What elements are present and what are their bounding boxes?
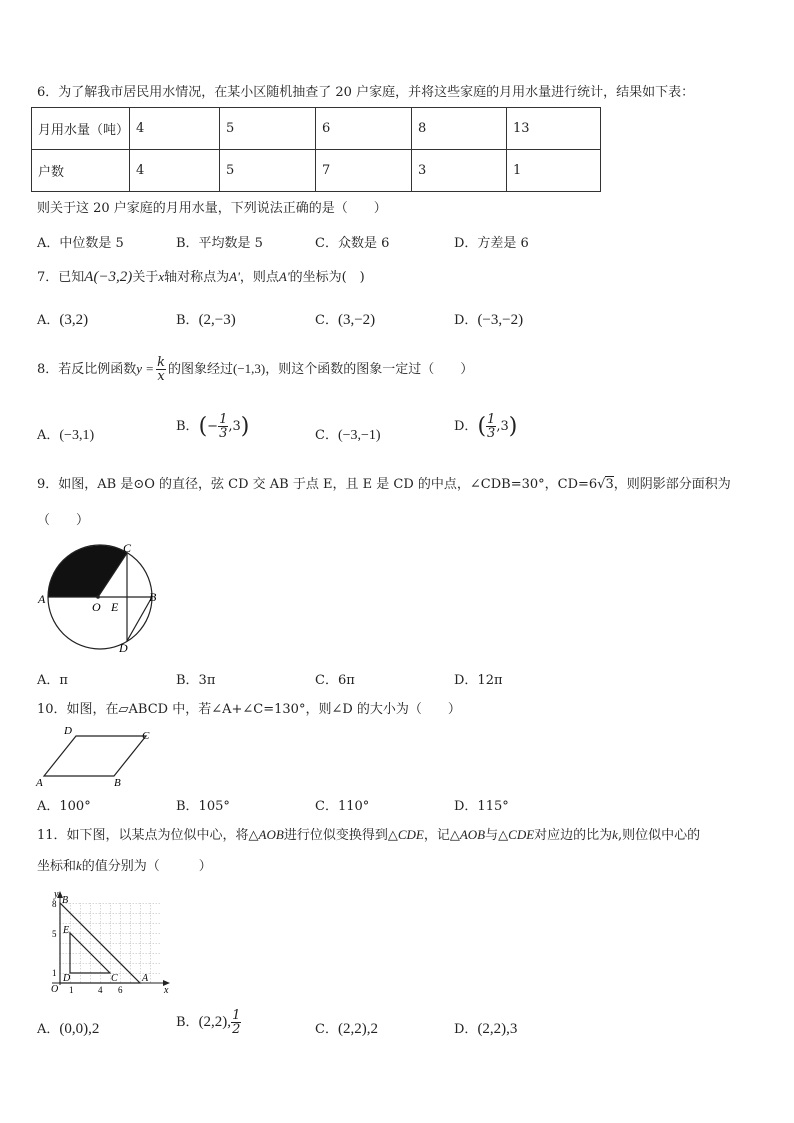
q11-triangle: △AOB bbox=[449, 827, 486, 842]
table-cell: 6 bbox=[316, 108, 412, 150]
tick-x-6: 6 bbox=[118, 985, 123, 995]
q7-image-point-2: A' bbox=[278, 269, 290, 284]
q9-stem bbox=[37, 476, 731, 494]
q6-table bbox=[31, 107, 601, 192]
q8-option-c[interactable] bbox=[315, 424, 381, 444]
sqrt-icon: √ bbox=[597, 477, 606, 492]
q11-triangle: △AOB bbox=[248, 827, 284, 842]
tick-y-1: 1 bbox=[52, 968, 57, 978]
q7-mid3: ，则点 bbox=[239, 270, 279, 285]
q9-option-a[interactable]: A．π bbox=[37, 673, 68, 688]
label-e: E bbox=[63, 925, 70, 936]
label-c: C bbox=[111, 973, 118, 984]
q11-option-a[interactable] bbox=[37, 1018, 99, 1038]
q7-option-a[interactable] bbox=[37, 309, 88, 329]
label-b: B bbox=[149, 590, 157, 604]
frac-den: 3 bbox=[219, 426, 228, 441]
option-label: D． bbox=[454, 313, 478, 328]
q11-option-c[interactable] bbox=[315, 1018, 378, 1038]
label-a: A bbox=[38, 592, 46, 606]
table-cell: 4 bbox=[130, 150, 220, 192]
q11-grid-figure bbox=[38, 887, 174, 999]
q11-option-d[interactable] bbox=[454, 1018, 517, 1038]
frac-den: 3 bbox=[487, 426, 496, 441]
parallelogram-abcd bbox=[44, 736, 146, 776]
q9-stem-end: ，则阴影部分面积为 bbox=[613, 477, 731, 492]
q10-option-b[interactable]: B．105° bbox=[176, 799, 230, 814]
table-cell: 8 bbox=[412, 108, 507, 150]
center-point bbox=[96, 595, 100, 599]
option-neg: − bbox=[207, 419, 219, 434]
label-d: D bbox=[63, 973, 71, 984]
q8-option-d[interactable]: D．( $\frac{1}{3}$ ,3) bbox=[454, 412, 518, 441]
q11-text: 坐标和 bbox=[37, 859, 77, 874]
option-label: D． bbox=[454, 419, 478, 434]
option-rest: ,3 bbox=[228, 419, 241, 434]
table-row bbox=[32, 108, 601, 150]
table-cell: 13 bbox=[507, 108, 601, 150]
table-cell: 4 bbox=[130, 108, 220, 150]
table-cell: 月用水量（吨） bbox=[32, 108, 130, 150]
q7-image-point: A' bbox=[229, 269, 240, 284]
q6-stem: 6．为了解我市居民用水情况，在某小区随机抽查了 20 户家庭，并将这些家庭的月用水量进行统计，结果如下表： bbox=[37, 85, 695, 100]
option-rest: ,3 bbox=[496, 419, 509, 434]
table-row bbox=[32, 150, 601, 192]
option-label: C． bbox=[315, 1022, 338, 1037]
q7-stem bbox=[37, 268, 365, 287]
label-d: D bbox=[64, 725, 72, 737]
q10-option-d[interactable]: D．115° bbox=[454, 799, 509, 814]
q11-text: 对应边的比为 bbox=[534, 828, 613, 843]
q11-option-b[interactable] bbox=[176, 1009, 241, 1036]
option-label: A． bbox=[37, 313, 60, 328]
label-c: C bbox=[123, 541, 132, 555]
label-b: B bbox=[114, 777, 121, 788]
q9-option-b[interactable]: B．3π bbox=[176, 673, 216, 688]
q11-k: k bbox=[612, 827, 618, 842]
q11-text: 进行位似变换得到 bbox=[283, 828, 388, 843]
q11-text: ,则位似中心的 bbox=[617, 828, 701, 843]
q10-stem: 10．如图，在▱ABCD 中，若∠A+∠C=130°，则∠D 的大小为（ ） bbox=[37, 702, 461, 717]
y-axis-label: y bbox=[54, 889, 59, 900]
q6-option-b[interactable]: B．平均数是 5 bbox=[176, 236, 263, 251]
option-label: C． bbox=[315, 313, 338, 328]
q11-text: 的值分别为（ ） bbox=[81, 859, 212, 874]
q8-y-eq: y = bbox=[136, 361, 155, 376]
grid-background bbox=[60, 903, 160, 983]
q7-mid: 关于 bbox=[132, 270, 159, 285]
frac-num: 1 bbox=[487, 412, 496, 427]
option-label: B． bbox=[176, 313, 199, 328]
option-value: (−3,1) bbox=[59, 428, 95, 443]
q10-option-c[interactable]: C．110° bbox=[315, 799, 370, 814]
q11-triangle: △CDE bbox=[387, 827, 424, 842]
q7-mid2: 轴对称点为 bbox=[164, 270, 230, 285]
label-d: D bbox=[119, 641, 128, 655]
table-cell: 户数 bbox=[32, 150, 130, 192]
q9-circle-figure bbox=[36, 540, 162, 656]
option-value: (0,0),2 bbox=[59, 1021, 100, 1037]
x-axis-label: x bbox=[164, 985, 169, 996]
label-o: O bbox=[92, 600, 101, 614]
q8-prefix: 8．若反比例函数 bbox=[37, 362, 137, 377]
option-value: (2,2),3 bbox=[477, 1021, 518, 1037]
q9-paren: （ ） bbox=[37, 513, 90, 528]
q6-question: 则关于这 20 户家庭的月用水量，下列说法正确的是（ ） bbox=[37, 201, 387, 216]
label-c: C bbox=[142, 730, 150, 742]
option-value: (3,2) bbox=[59, 312, 89, 328]
tick-x-4: 4 bbox=[98, 985, 103, 995]
q11-stem-line2 bbox=[37, 857, 212, 876]
q7-suffix: 的坐标为( ) bbox=[289, 270, 365, 285]
q8-frac-den: x bbox=[157, 369, 165, 384]
q9-sqrt-value: 3 bbox=[605, 477, 614, 492]
q7-option-c[interactable] bbox=[315, 309, 375, 329]
option-value: (2,2),2 bbox=[337, 1021, 378, 1037]
label-o: O bbox=[51, 984, 59, 995]
frac-num: 1 bbox=[232, 1008, 241, 1023]
tick-y-5: 5 bbox=[52, 929, 57, 939]
q11-text: 11．如下图，以某点为位似中心，将 bbox=[37, 828, 249, 843]
table-cell: 5 bbox=[220, 150, 316, 192]
option-label: B． bbox=[176, 1015, 199, 1030]
label-a: A bbox=[36, 777, 43, 788]
q8-frac-num: k bbox=[157, 355, 165, 370]
option-value: (2,−3) bbox=[198, 312, 236, 328]
q7-option-b[interactable] bbox=[176, 309, 236, 329]
q6-option-c[interactable]: C．众数是 6 bbox=[315, 236, 390, 251]
table-cell: 7 bbox=[316, 150, 412, 192]
tick-y-8: 8 bbox=[52, 899, 57, 909]
q10-parallelogram-figure bbox=[34, 722, 158, 788]
q6-option-d[interactable]: D．方差是 6 bbox=[454, 236, 529, 251]
frac-num: 1 bbox=[219, 412, 228, 427]
q8-option-b[interactable]: B．(− $\frac{1}{3}$ ,3) bbox=[176, 412, 250, 441]
table-cell: 5 bbox=[220, 108, 316, 150]
q7-axis: x bbox=[158, 269, 165, 284]
q7-prefix: 7．已知 bbox=[37, 270, 85, 285]
option-value: (3,−2) bbox=[337, 312, 376, 328]
q8-option-a[interactable] bbox=[37, 424, 94, 444]
label-a: A bbox=[142, 973, 149, 984]
option-label: A． bbox=[37, 1022, 60, 1037]
q11-text: ，记 bbox=[423, 828, 450, 843]
option-value: (−3,−2) bbox=[477, 312, 524, 328]
label-e: E bbox=[111, 600, 119, 614]
label-b: B bbox=[62, 895, 69, 906]
q11-text: 与 bbox=[485, 828, 499, 843]
q9-stem-text: 9．如图，AB 是⊙O 的直径，弦 CD 交 AB 于点 E，且 E 是 CD 的中点，∠CDB=30°，CD=6 bbox=[37, 477, 598, 492]
table-cell: 3 bbox=[412, 150, 507, 192]
frac-den: 2 bbox=[232, 1022, 241, 1037]
q7-option-d[interactable] bbox=[454, 309, 523, 329]
option-value: (−3,−1) bbox=[337, 428, 381, 443]
q11-k: k bbox=[76, 858, 82, 873]
option-label: A． bbox=[37, 428, 60, 443]
option-label: C． bbox=[315, 428, 338, 443]
q11-stem-line1 bbox=[37, 826, 700, 845]
q8-suffix: ，则这个函数的图象一定过（ ） bbox=[265, 362, 474, 377]
q10-option-a[interactable]: A．100° bbox=[37, 799, 91, 814]
q8-point: (−1,3) bbox=[232, 361, 266, 376]
q9-option-c[interactable]: C．6π bbox=[315, 673, 355, 688]
q9-option-d[interactable]: D．12π bbox=[454, 673, 503, 688]
q8-stem bbox=[37, 352, 473, 387]
q8-mid: 的图象经过 bbox=[167, 362, 233, 377]
option-label: B． bbox=[176, 419, 199, 434]
table-cell: 1 bbox=[507, 150, 601, 192]
tick-x-1: 1 bbox=[69, 985, 74, 995]
q7-point: A(−3,2) bbox=[84, 269, 133, 285]
option-value: (2,2), bbox=[198, 1014, 232, 1030]
q11-triangle: △CDE bbox=[498, 827, 535, 842]
q6-option-a[interactable]: A．中位数是 5 bbox=[37, 236, 124, 251]
option-label: D． bbox=[454, 1022, 478, 1037]
